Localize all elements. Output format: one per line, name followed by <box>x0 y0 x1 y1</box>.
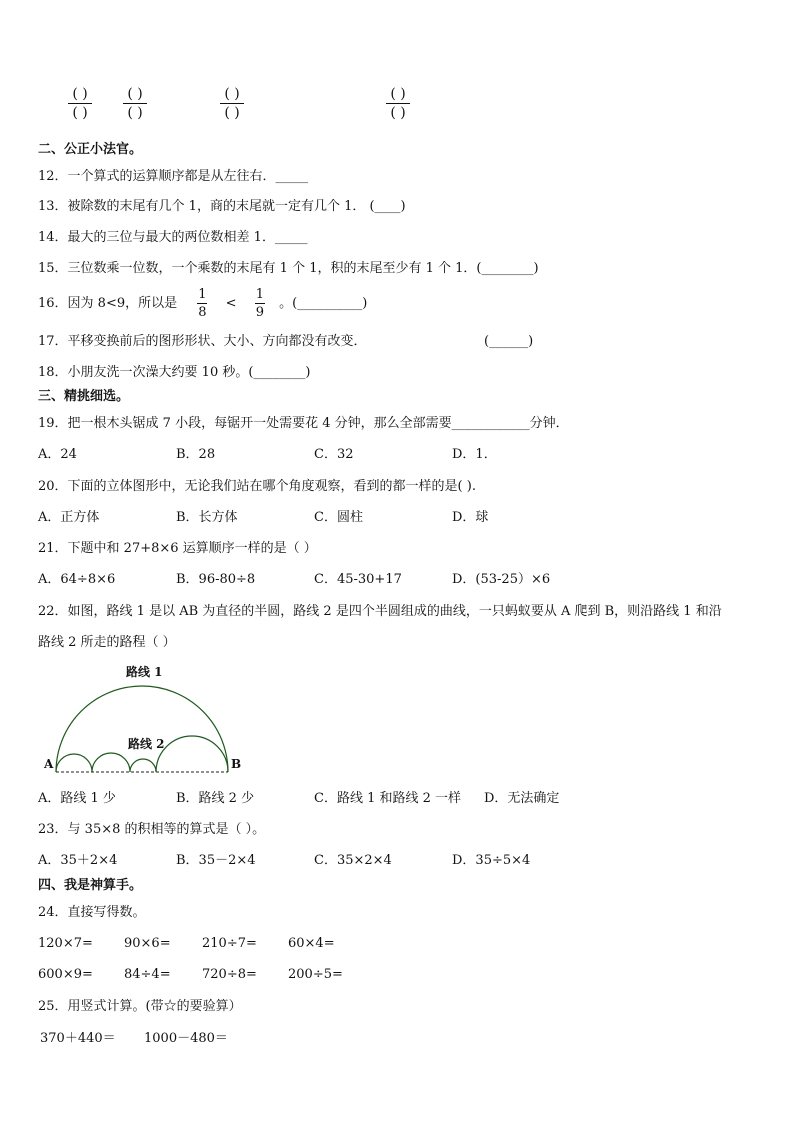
route-1-label: 路线 1 <box>126 665 163 679</box>
calc-item: 120×7= <box>38 936 93 951</box>
section-heading-2: 二、公正小法官。 <box>38 142 143 157</box>
option-a[interactable]: A．24 <box>38 447 77 462</box>
fraction-blank-numerator: ( ) <box>224 86 240 102</box>
option-d[interactable]: D．无法确定 <box>484 791 560 806</box>
fraction-blank-2[interactable] <box>121 86 149 121</box>
question-17-blank[interactable]: (______) <box>484 334 534 349</box>
question-16-prefix: 16．因为 8<9，所以是 <box>38 296 178 311</box>
fraction-bar <box>68 103 92 104</box>
vertical-calc-item: 370＋440＝ <box>40 1031 116 1046</box>
option-c[interactable]: C．45-30+17 <box>314 572 402 587</box>
calc-item: 90×6= <box>124 936 171 951</box>
calc-item: 60×4= <box>288 936 335 951</box>
fraction-blank-numerator: ( ) <box>127 86 143 102</box>
fraction-blank-numerator: ( ) <box>390 86 406 102</box>
option-a[interactable]: A．路线 1 少 <box>38 791 116 806</box>
section-heading-4: 四、我是神算手。 <box>38 878 143 893</box>
option-d[interactable]: D．球 <box>452 510 489 525</box>
option-b[interactable]: B．路线 2 少 <box>176 791 255 806</box>
question-18: 18．小朋友洗一次澡大约要 10 秒。(________) <box>38 365 311 380</box>
vertical-calc-item: 1000－480＝ <box>144 1031 228 1046</box>
fraction-blank-denominator: ( ) <box>224 105 240 121</box>
calc-item: 210÷7= <box>202 936 257 951</box>
question-12: 12．一个算式的运算顺序都是从左往右．_____ <box>38 169 309 184</box>
route-diagram <box>40 662 250 778</box>
option-b[interactable]: B．35－2×4 <box>176 853 256 868</box>
option-c[interactable]: C．32 <box>314 447 354 462</box>
question-13: 13．被除数的末尾有几个 1，商的末尾就一定有几个 1． (____) <box>38 199 406 214</box>
question-20: 20．下面的立体图形中，无论我们站在哪个角度观察，看到的都一样的是( ). <box>38 479 476 494</box>
option-a[interactable]: A．正方体 <box>38 510 100 525</box>
question-24: 24．直接写得数。 <box>38 905 146 920</box>
option-c[interactable]: C．路线 1 和路线 2 一样 <box>314 791 462 806</box>
route-2-label: 路线 2 <box>128 737 165 751</box>
question-17: 17．平移变换前后的图形形状、大小、方向都没有改变． <box>38 334 367 349</box>
question-16-suffix: 。(__________) <box>279 296 368 311</box>
question-14: 14．最大的三位与最大的两位数相差 1．_____ <box>38 230 308 245</box>
option-d[interactable]: D．1． <box>452 447 497 462</box>
section-heading-3: 三、精挑细选。 <box>38 389 130 404</box>
point-b-label: B <box>231 757 242 771</box>
question-16 <box>38 287 367 321</box>
option-c[interactable]: C．圆柱 <box>314 510 363 525</box>
question-23: 23．与 35×8 的积相等的算式是（ ）。 <box>38 822 266 837</box>
fraction-blank-1[interactable] <box>66 86 94 121</box>
option-b[interactable]: B．28 <box>176 447 216 462</box>
fraction-blank-denominator: ( ) <box>390 105 406 121</box>
question-15: 15．三位数乘一位数，一个乘数的末尾有 1 个 1，积的末尾至少有 1 个 1．(________) <box>38 261 539 276</box>
question-22-line-1: 22．如图，路线 1 是以 AB 为直径的半圆，路线 2 是四个半圆组成的曲线，一只蚂蚁要从 A 爬到 B，则沿路线 1 和沿 <box>38 604 722 619</box>
fraction-bar <box>386 103 410 104</box>
option-a[interactable]: A．35＋2×4 <box>38 853 118 868</box>
fraction-blank-4[interactable] <box>384 86 412 121</box>
point-a-label: A <box>44 757 54 771</box>
less-than-sign: < <box>225 296 237 311</box>
fraction-blank-numerator: ( ) <box>72 86 88 102</box>
fraction-blank-denominator: ( ) <box>72 105 88 121</box>
fraction-blank-denominator: ( ) <box>127 105 143 121</box>
option-b[interactable]: B．长方体 <box>176 510 238 525</box>
fraction-bar <box>123 103 147 104</box>
fraction-one-ninth: $\frac{1}{9}$ <box>255 287 264 320</box>
option-a[interactable]: A．64÷8×6 <box>38 572 116 587</box>
question-19: 19．把一根木头锯成 7 小段，每锯开一处需要花 4 分钟，那么全部需要____________分钟． <box>38 416 569 431</box>
question-21: 21．下题中和 27+8×6 运算顺序一样的是（ ） <box>38 541 317 556</box>
option-c[interactable]: C．35×2×4 <box>314 853 392 868</box>
fraction-blank-3[interactable] <box>218 86 246 121</box>
calc-item: 600×9= <box>38 967 93 982</box>
question-22-line-2: 路线 2 所走的路程（ ） <box>38 635 176 650</box>
option-d[interactable]: D．35÷5×4 <box>452 853 531 868</box>
option-d[interactable]: D．(53-25）×6 <box>452 572 551 587</box>
question-25: 25．用竖式计算。(带☆的要验算） <box>38 999 242 1014</box>
calc-item: 720÷8= <box>202 967 257 982</box>
calc-item: 200÷5= <box>288 967 343 982</box>
fraction-bar <box>220 103 244 104</box>
option-b[interactable]: B．96-80÷8 <box>176 572 256 587</box>
fraction-one-eighth: $\frac{1}{8}$ <box>198 287 207 320</box>
calc-item: 84÷4= <box>124 967 171 982</box>
